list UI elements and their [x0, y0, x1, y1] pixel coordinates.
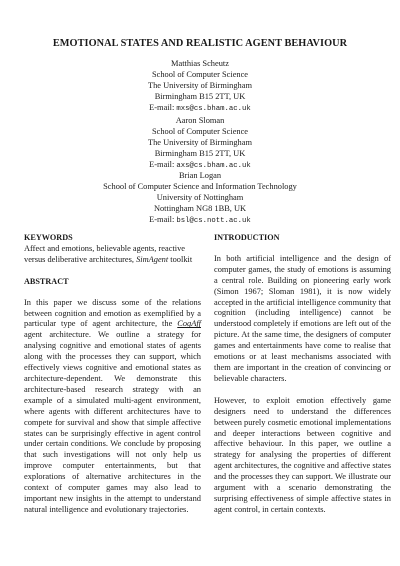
abstract-text: In this paper we discuss some of the relations between cognition and emotion as exemplified by a particular type of agent architecture, the CogAff agent architecture. We outline a strategy for analysing cognitive and emotional states of agents along with the processes they can support, which effectively views cognitive and emotional states as architecture-dependent. We demonstrate this architecture-based research strategy with an example of a simulated multi-agent environment, where agents with different architectures have to compete for survival and show that simple affective states can be surprisingly effective in agent control under certain conditions. We conclude by proposing that such investigations will not only help us improve computer entertainments, but that explorations of alternative architectures in the context of computer games may also lead to important new insights in the attempt to understand natural intelligence and evolutionary trajectories.	[24, 297, 201, 514]
author-block-2	[0, 115, 400, 172]
email-label: E-mail:	[149, 160, 177, 169]
author-affiliation: The University of Birmingham	[148, 138, 252, 147]
author-affiliation: School of Computer Science	[151, 127, 249, 136]
keywords-text-line-2: versus deliberative architectures, SimAgent toolkit	[24, 254, 193, 264]
author-block-3	[0, 170, 400, 227]
cogaff-architecture-name: CogAff	[177, 319, 201, 329]
paper-title: EMOTIONAL STATES AND REALISTIC AGENT BEHAVIOUR	[52, 38, 348, 49]
introduction-paragraph-1: In both artificial intelligence and the design of computer games, the study of emotions is assuming a central role. Building on pioneering early work (Simon 1967; Sloman 1981), it is now widely accepted in the artificial intelligence community that cognition (including intelligence) cannot be understood completely if emotions are left out of the picture. At the same time, the designers of computer games and entertainments have come to realise that emotions or at least mechanisms associated with them are important in the creation of convincing or believable characters.	[214, 253, 391, 383]
introduction-paragraph-2: However, to exploit emotion effectively game designers need to understand the differences between purely cosmetic emotional implementations and deeper interactions between cognitive and affective behaviour. In this paper, we outline a strategy for analysing the properties of different agent architectures, the cognitive and affective states and the processes they can support. We illustrate our argument with a scenario demonstrating the surprising effectiveness of simple affective states in agent control, in certain contexts.	[214, 395, 391, 514]
author-email: bsl@cs.nott.ac.uk	[176, 217, 251, 225]
author-affiliation: The University of Birmingham	[148, 81, 252, 90]
author-email: axs@cs.bham.ac.uk	[176, 162, 251, 170]
author-affiliation: School of Computer Science and Information Technology	[103, 182, 297, 191]
keywords-text-line-1: Affect and emotions, believable agents, reactive	[24, 243, 185, 253]
author-address: Nottingham NG8 1BB, UK	[153, 204, 247, 213]
simagent-toolkit-name: SimAgent	[136, 254, 169, 264]
author-email-line	[0, 102, 400, 115]
introduction-heading: INTRODUCTION	[214, 233, 280, 242]
author-email-line	[0, 214, 400, 227]
author-email: mxs@cs.bham.ac.uk	[176, 105, 251, 113]
email-label: E-mail:	[149, 215, 177, 224]
author-affiliation: University of Nottingham	[156, 193, 244, 202]
author-name: Aaron Sloman	[175, 116, 225, 125]
author-name: Brian Logan	[178, 171, 222, 180]
author-affiliation: School of Computer Science	[151, 70, 249, 79]
left-column	[24, 233, 201, 516]
author-address: Birmingham B15 2TT, UK	[154, 92, 246, 101]
author-name: Matthias Scheutz	[171, 59, 229, 68]
right-column	[214, 233, 391, 516]
email-label: E-mail:	[149, 103, 177, 112]
author-address: Birmingham B15 2TT, UK	[154, 149, 246, 158]
keywords-heading: KEYWORDS	[24, 233, 73, 242]
abstract-heading: ABSTRACT	[24, 276, 69, 286]
author-block-1	[0, 58, 400, 115]
